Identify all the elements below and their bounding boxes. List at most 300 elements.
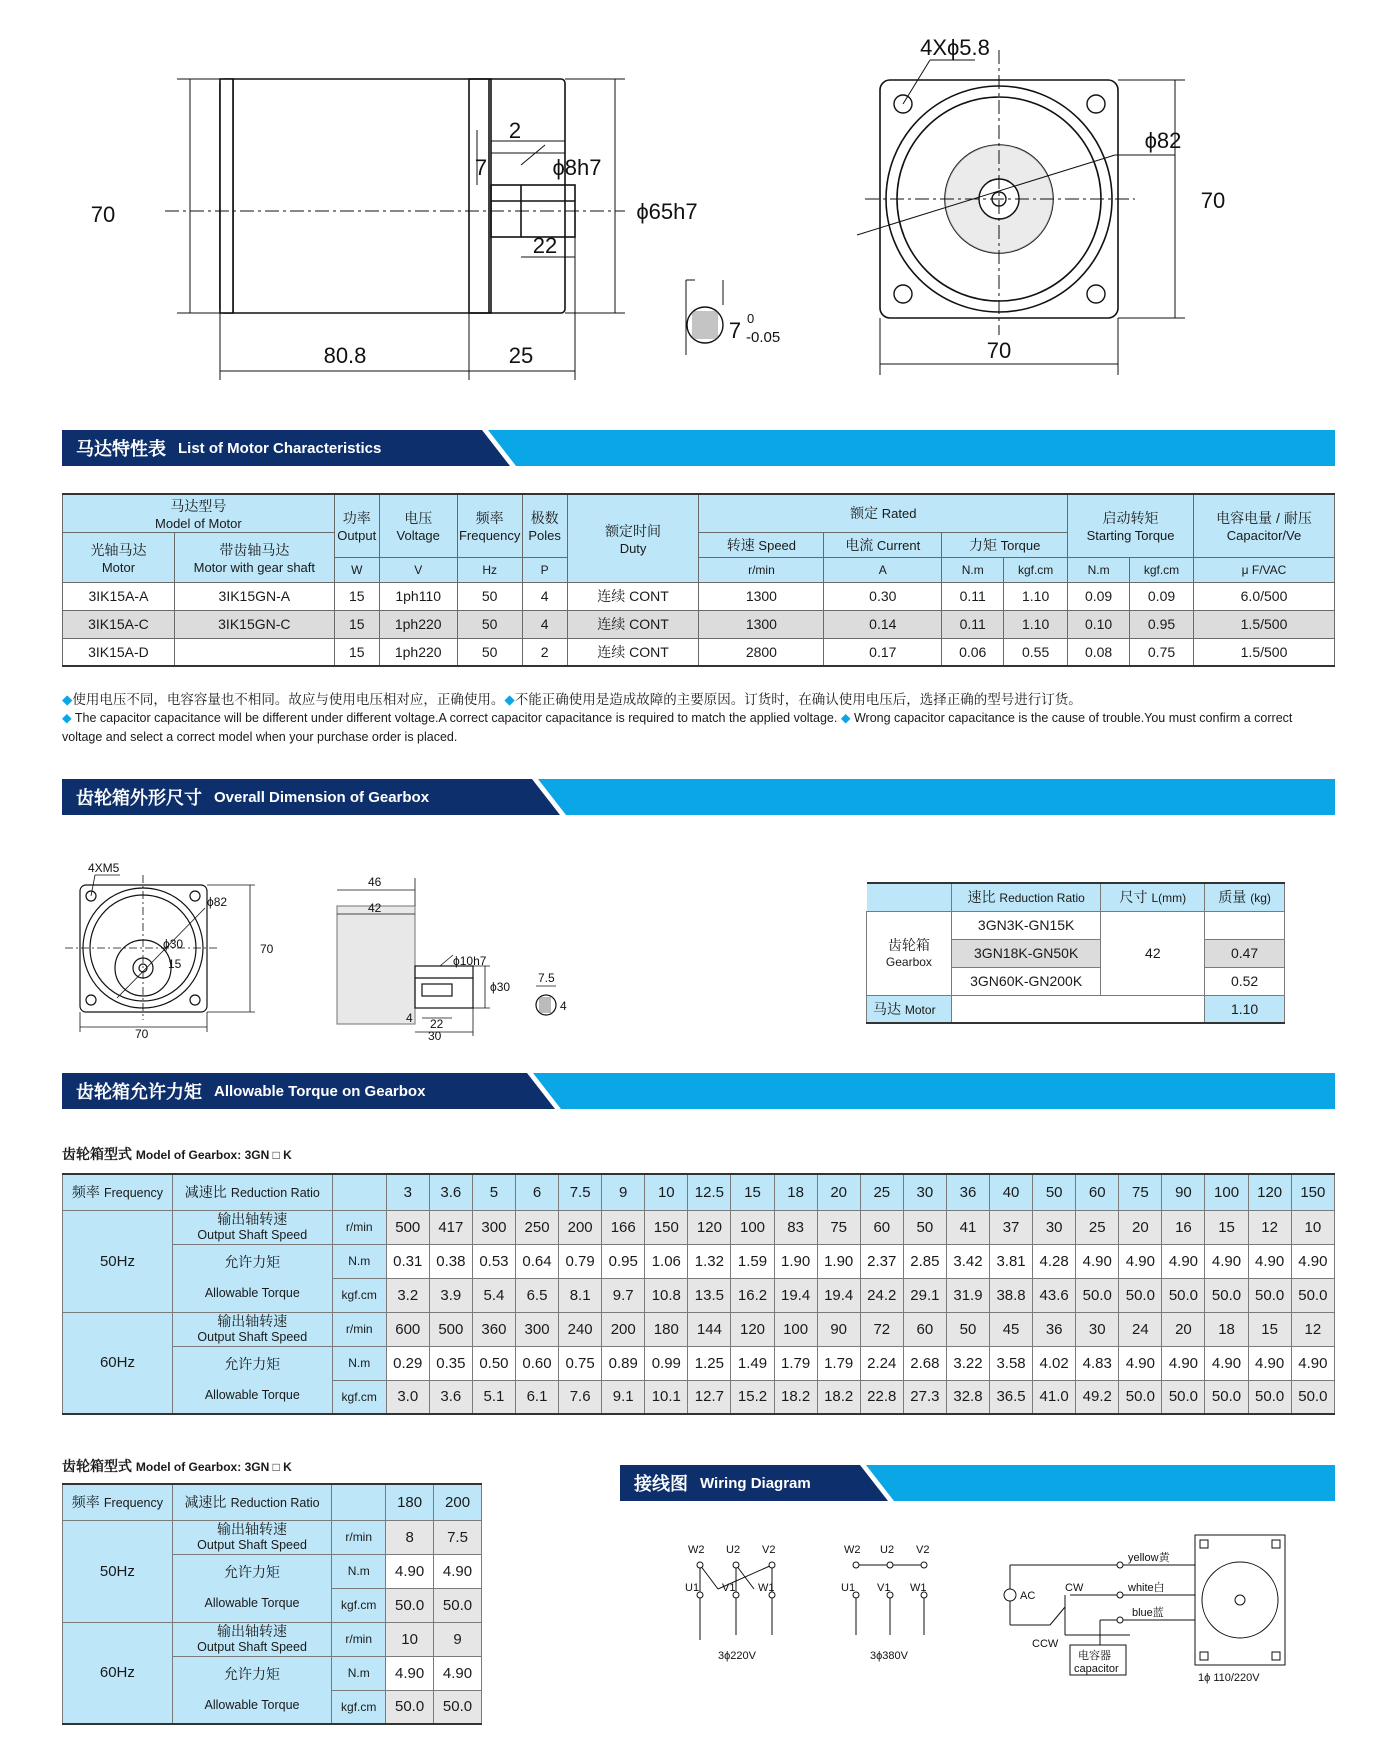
wiring-diagram [670, 1535, 1300, 1695]
ratio-cell: 12.5 [688, 1174, 731, 1210]
unit-cell: r/min [332, 1210, 386, 1244]
value-cell: 360 [472, 1312, 515, 1346]
torque-label: 允许力矩 Allowable Torque [172, 1244, 332, 1312]
hdr-voltage: 电压 Voltage [379, 494, 457, 557]
value-cell: 1.79 [774, 1346, 817, 1380]
hdr-frequency: 频率 Frequency [63, 1484, 173, 1520]
value-cell: 60 [903, 1312, 946, 1346]
motor-cell: 15 [334, 638, 379, 666]
gear-dim-phi82: ϕ82 [207, 895, 228, 909]
torque-row [63, 1622, 482, 1656]
value-cell: 1.79 [817, 1346, 860, 1380]
hdr-mass: 质量 (kg) [1205, 883, 1285, 911]
value-cell: 50.0 [1248, 1278, 1291, 1312]
dim-front-height: 70 [1200, 188, 1226, 213]
unit-v: V [379, 557, 457, 582]
value-cell: 50.0 [1205, 1278, 1248, 1312]
torque-label: 允许力矩 Allowable Torque [172, 1346, 332, 1414]
value-cell: 4.90 [1076, 1244, 1119, 1278]
motor-cell: 0.09 [1068, 582, 1130, 610]
value-cell: 4.90 [434, 1656, 482, 1690]
value-cell: 0.60 [515, 1346, 558, 1380]
value-cell: 37 [990, 1210, 1033, 1244]
mass-row-2: 0.47 [1205, 939, 1285, 967]
gear-dim-phi30b: ϕ30 [490, 980, 511, 994]
value-cell: 60 [860, 1210, 903, 1244]
value-cell: 7.5 [434, 1520, 482, 1554]
ratio-cell: 50 [1033, 1174, 1076, 1210]
hdr-reduction-ratio: 减速比 Reduction Ratio [172, 1484, 332, 1520]
value-cell: 20 [1162, 1312, 1205, 1346]
value-cell: 24 [1119, 1312, 1162, 1346]
motor-cell: 0.14 [824, 610, 942, 638]
freq-cell: 50Hz [63, 1520, 173, 1622]
value-cell: 41.0 [1033, 1380, 1076, 1414]
motor-cell: 连续 CONT [567, 610, 699, 638]
value-cell: 300 [472, 1210, 515, 1244]
torque-label: 允许力矩 Allowable Torque [172, 1554, 332, 1622]
torque-table2-title: 齿轮箱型式 Model of Gearbox: 3GN □ K [62, 1458, 292, 1474]
motor-cell: 连续 CONT [567, 638, 699, 666]
motor-cell: 1.5/500 [1194, 638, 1335, 666]
value-cell: 0.75 [559, 1346, 602, 1380]
value-cell: 50.0 [434, 1690, 482, 1724]
dim-height: 70 [90, 202, 116, 227]
dim-key-tol-up: 0 [747, 311, 755, 326]
value-cell: 4.90 [1119, 1346, 1162, 1380]
motor-characteristics-table [62, 493, 1335, 667]
gear-dim-key75: 7.5 [538, 971, 555, 985]
value-cell: 50.0 [1291, 1380, 1334, 1414]
value-cell: 8 [386, 1520, 434, 1554]
gear-dim-h70: 70 [260, 942, 274, 956]
hdr-speed: 转速 Speed [699, 532, 824, 557]
hdr-frequency: 频率 Frequency [457, 494, 522, 557]
value-cell: 4.83 [1076, 1346, 1119, 1380]
ratio-cell: 120 [1248, 1174, 1291, 1210]
label-capacitor-en: capacitor [1074, 1663, 1119, 1675]
value-cell: 4.90 [1291, 1346, 1334, 1380]
unit-cell: N.m [332, 1554, 386, 1588]
ratio-cell: 10 [645, 1174, 688, 1210]
motor-cell: 0.06 [942, 638, 1004, 666]
value-cell: 417 [429, 1210, 472, 1244]
gear-dim-holes: 4XM5 [88, 861, 120, 875]
section-banner-wiring: 接线图 Wiring Diagram [620, 1465, 1335, 1501]
unit-p: P [522, 557, 567, 582]
term-u1-b: U1 [841, 1582, 856, 1594]
term-v2: V2 [762, 1544, 776, 1556]
motor-cell: 1ph220 [379, 638, 457, 666]
ratio-cell: 100 [1205, 1174, 1248, 1210]
term-u1: U1 [685, 1582, 700, 1594]
value-cell: 0.50 [472, 1346, 515, 1380]
unit-rmin: r/min [699, 557, 824, 582]
value-cell: 7.6 [559, 1380, 602, 1414]
ratio-cell: 200 [434, 1484, 482, 1520]
value-cell: 15 [1205, 1210, 1248, 1244]
motor-row [63, 610, 1335, 638]
hdr-reduction-ratio: 减速比 Reduction Ratio [172, 1174, 332, 1210]
motor-front-drawing [845, 30, 1265, 395]
value-cell: 15.2 [731, 1380, 774, 1414]
motor-cell: 0.09 [1130, 582, 1194, 610]
value-cell: 1.25 [688, 1346, 731, 1380]
ratio-row-2: 3GN18K-GN50K [951, 939, 1101, 967]
ratio-cell: 18 [774, 1174, 817, 1210]
motor-cell: 4 [522, 610, 567, 638]
value-cell: 4.90 [386, 1656, 434, 1690]
motor-cell: 1.10 [1004, 582, 1068, 610]
unit-cap: μ F/VAC [1194, 557, 1335, 582]
value-cell: 4.90 [1205, 1244, 1248, 1278]
label-single-phase: 1ϕ 110/220V [1198, 1672, 1260, 1684]
value-cell: 4.28 [1033, 1244, 1076, 1278]
dim-7: 7 [474, 155, 488, 180]
motor-cell: 1300 [699, 582, 824, 610]
value-cell: 300 [515, 1312, 558, 1346]
value-cell: 9 [434, 1622, 482, 1656]
value-cell: 50.0 [1119, 1380, 1162, 1414]
unit-cell: r/min [332, 1312, 386, 1346]
value-cell: 5.4 [472, 1278, 515, 1312]
motor-cell: 2800 [699, 638, 824, 666]
value-cell: 8.1 [559, 1278, 602, 1312]
value-cell: 4.90 [434, 1554, 482, 1588]
value-cell: 0.31 [386, 1244, 429, 1278]
hdr-model: 马达型号 Model of Motor [63, 494, 335, 532]
value-cell: 4.90 [1119, 1244, 1162, 1278]
motor-cell: 50 [457, 610, 522, 638]
section-banner-allowable-torque: 齿轮箱允许力矩 Allowable Torque on Gearbox [62, 1073, 1335, 1109]
dim-22: 22 [532, 233, 558, 258]
value-cell: 45 [990, 1312, 1033, 1346]
hdr-output: 功率 Output [334, 494, 379, 557]
value-cell: 31.9 [946, 1278, 989, 1312]
motor-cell: 3IK15GN-A [174, 582, 334, 610]
value-cell: 19.4 [774, 1278, 817, 1312]
freq-cell: 60Hz [63, 1622, 173, 1724]
value-cell: 3.58 [990, 1346, 1033, 1380]
ratio-cell: 30 [903, 1174, 946, 1210]
value-cell: 30 [1076, 1312, 1119, 1346]
value-cell: 10.8 [645, 1278, 688, 1312]
value-cell: 3.81 [990, 1244, 1033, 1278]
value-cell: 600 [386, 1312, 429, 1346]
gear-dim-46: 46 [368, 875, 382, 889]
value-cell: 30 [1033, 1210, 1076, 1244]
ratio-cell: 15 [731, 1174, 774, 1210]
value-cell: 18.2 [817, 1380, 860, 1414]
value-cell: 3.9 [429, 1278, 472, 1312]
ratio-cell: 20 [817, 1174, 860, 1210]
value-cell: 500 [429, 1312, 472, 1346]
value-cell: 18 [1205, 1312, 1248, 1346]
value-cell: 3.0 [386, 1380, 429, 1414]
value-cell: 0.53 [472, 1244, 515, 1278]
motor-cell: 0.08 [1068, 638, 1130, 666]
value-cell: 50 [903, 1210, 946, 1244]
value-cell: 100 [774, 1312, 817, 1346]
value-cell: 0.38 [429, 1244, 472, 1278]
value-cell: 0.99 [645, 1346, 688, 1380]
value-cell: 83 [774, 1210, 817, 1244]
value-cell: 13.5 [688, 1278, 731, 1312]
term-v2-b: V2 [916, 1544, 930, 1556]
ratio-cell: 9 [602, 1174, 645, 1210]
hdr-starting-torque: 启动转矩 Starting Torque [1068, 494, 1194, 557]
ratio-cell: 36 [946, 1174, 989, 1210]
gearbox-label: 齿轮箱 Gearbox [867, 911, 952, 995]
value-cell: 20 [1119, 1210, 1162, 1244]
value-cell: 49.2 [1076, 1380, 1119, 1414]
motor-cell: 1ph220 [379, 610, 457, 638]
torque-row [63, 1244, 1335, 1278]
section-banner-motor-characteristics [62, 430, 1335, 466]
ratio-cell: 75 [1119, 1174, 1162, 1210]
label-ccw: CCW [1032, 1638, 1059, 1650]
motor-mass: 1.10 [1205, 995, 1285, 1023]
ratio-cell: 5 [472, 1174, 515, 1210]
dim-key-tol-dn: -0.05 [746, 329, 781, 346]
value-cell: 250 [515, 1210, 558, 1244]
freq-cell: 60Hz [63, 1312, 173, 1414]
capacitor-notes: ◆使用电压不同，电容容量也不相同。故应与使用电压相对应，正确使用。◆不能正确使用是造成故障的主要原因。订货时，在确认使用电压后，选择正确的型号进行订货。 ◆ The capacitor capacitance will be different under different voltage.A correct capacitor capacitance is required to match the applied voltage. ◆ Wrong capacitor capacitance is the cause of trouble.You must confirm a correct voltage and select a correct model when your purchase order is placed. [62, 692, 1293, 744]
unit-cell: N.m [332, 1656, 386, 1690]
value-cell: 4.02 [1033, 1346, 1076, 1380]
hdr-shaft-motor: 光轴马达 Motor [63, 532, 175, 582]
gear-dim-30: 30 [428, 1029, 442, 1043]
torque-row [63, 1346, 1335, 1380]
motor-cell: 0.75 [1130, 638, 1194, 666]
gear-dim-15: 15 [168, 957, 182, 971]
label-cw: CW [1065, 1582, 1084, 1594]
hdr-capacitor: 电容电量 / 耐压 Capacitor/Ve [1194, 494, 1335, 557]
value-cell: 2.24 [860, 1346, 903, 1380]
gear-dim-w70: 70 [135, 1027, 149, 1041]
unit-a: A [824, 557, 942, 582]
value-cell: 10.1 [645, 1380, 688, 1414]
value-cell: 90 [817, 1312, 860, 1346]
value-cell: 4.90 [386, 1554, 434, 1588]
value-cell: 3.2 [386, 1278, 429, 1312]
value-cell: 0.89 [602, 1346, 645, 1380]
motor-side-drawing [90, 35, 785, 395]
value-cell: 10 [1291, 1210, 1334, 1244]
value-cell: 19.4 [817, 1278, 860, 1312]
hdr-size: 尺寸 L(mm) [1101, 883, 1205, 911]
motor-cell: 0.10 [1068, 610, 1130, 638]
value-cell: 50.0 [1162, 1278, 1205, 1312]
value-cell: 75 [817, 1210, 860, 1244]
value-cell: 120 [688, 1210, 731, 1244]
hdr-frequency: 频率 Frequency [63, 1174, 173, 1210]
motor-cell: 1ph110 [379, 582, 457, 610]
value-cell: 150 [645, 1210, 688, 1244]
hdr-ratio: 速比 Reduction Ratio [951, 883, 1101, 911]
value-cell: 72 [860, 1312, 903, 1346]
value-cell: 166 [602, 1210, 645, 1244]
value-cell: 1.90 [774, 1244, 817, 1278]
unit-nm: N.m [942, 557, 1004, 582]
value-cell: 0.79 [559, 1244, 602, 1278]
motor-cell: 3IK15A-A [63, 582, 175, 610]
speed-label: 输出轴转速 Output Shaft Speed [172, 1312, 332, 1346]
value-cell: 16.2 [731, 1278, 774, 1312]
motor-cell: 0.55 [1004, 638, 1068, 666]
motor-cell: 0.95 [1130, 610, 1194, 638]
value-cell: 6.5 [515, 1278, 558, 1312]
ratio-cell: 60 [1076, 1174, 1119, 1210]
gear-dim-phi10: ϕ10h7 [453, 954, 487, 968]
label-220v: 3ϕ220V [718, 1650, 756, 1662]
motor-cell: 50 [457, 582, 522, 610]
torque-row [63, 1210, 1335, 1244]
value-cell: 180 [645, 1312, 688, 1346]
value-cell: 6.1 [515, 1380, 558, 1414]
value-cell: 200 [602, 1312, 645, 1346]
motor-cell: 1.10 [1004, 610, 1068, 638]
dim-holes: 4Xϕ5.8 [920, 35, 990, 60]
hdr-rated: 额定 Rated [699, 494, 1068, 532]
ratio-cell: 180 [386, 1484, 434, 1520]
ratio-cell: 6 [515, 1174, 558, 1210]
speed-label: 输出轴转速 Output Shaft Speed [172, 1520, 332, 1554]
value-cell: 1.59 [731, 1244, 774, 1278]
motor-cell: 0.11 [942, 610, 1004, 638]
hdr-duty: 额定时间 Duty [567, 494, 699, 582]
unit-nm-start: N.m [1068, 557, 1130, 582]
dim-phi82: ϕ82 [1144, 128, 1182, 153]
value-cell: 38.8 [990, 1278, 1033, 1312]
value-cell: 16 [1162, 1210, 1205, 1244]
speed-label: 输出轴转速 Output Shaft Speed [172, 1210, 332, 1244]
torque-row [63, 1312, 1335, 1346]
term-v1: V1 [722, 1582, 736, 1594]
label-capacitor-cn: 电容器 [1078, 1650, 1111, 1662]
term-u2: U2 [726, 1544, 741, 1556]
unit-cell: kgf.cm [332, 1588, 386, 1622]
value-cell: 500 [386, 1210, 429, 1244]
section-title-cn: 马达特性表 [76, 439, 166, 459]
ratio-cell: 25 [860, 1174, 903, 1210]
unit-cell: kgf.cm [332, 1380, 386, 1414]
value-cell: 0.95 [602, 1244, 645, 1278]
term-w1-b: W1 [910, 1582, 927, 1594]
value-cell: 3.22 [946, 1346, 989, 1380]
gear-dim-key4: 4 [560, 999, 567, 1013]
section-title-en: List of Motor Characteristics [178, 439, 382, 457]
gear-dim-42: 42 [368, 901, 382, 915]
freq-cell: 50Hz [63, 1210, 173, 1312]
value-cell: 15 [1248, 1312, 1291, 1346]
value-cell: 5.1 [472, 1380, 515, 1414]
value-cell: 100 [731, 1210, 774, 1244]
unit-cell: kgf.cm [332, 1278, 386, 1312]
term-v1-b: V1 [877, 1582, 891, 1594]
motor-cell: 1300 [699, 610, 824, 638]
hdr-gear-motor: 带齿轴马达 Motor with gear shaft [174, 532, 334, 582]
value-cell: 27.3 [903, 1380, 946, 1414]
value-cell: 2.68 [903, 1346, 946, 1380]
ratio-cell: 7.5 [559, 1174, 602, 1210]
term-u2-b: U2 [880, 1544, 895, 1556]
dim-front-width: 70 [986, 338, 1012, 363]
motor-cell: 1.5/500 [1194, 610, 1335, 638]
torque-row [63, 1520, 482, 1554]
gearbox-spec-table [866, 882, 1285, 1024]
value-cell: 50.0 [1162, 1380, 1205, 1414]
value-cell: 36 [1033, 1312, 1076, 1346]
value-cell: 4.90 [1248, 1244, 1291, 1278]
value-cell: 25 [1076, 1210, 1119, 1244]
gear-dim-4: 4 [406, 1011, 413, 1025]
value-cell: 50.0 [1076, 1278, 1119, 1312]
value-cell: 4.90 [1162, 1244, 1205, 1278]
motor-cell: 4 [522, 582, 567, 610]
value-cell: 50.0 [1119, 1278, 1162, 1312]
value-cell: 50.0 [386, 1588, 434, 1622]
motor-cell: 0.11 [942, 582, 1004, 610]
ratio-cell: 3.6 [429, 1174, 472, 1210]
term-w1: W1 [758, 1582, 775, 1594]
value-cell: 0.64 [515, 1244, 558, 1278]
wire-yellow: yellow黄 [1128, 1552, 1170, 1564]
unit-kgf: kgf.cm [1004, 557, 1068, 582]
motor-cell: 0.17 [824, 638, 942, 666]
value-cell: 18.2 [774, 1380, 817, 1414]
value-cell: 36.5 [990, 1380, 1033, 1414]
term-w2: W2 [688, 1544, 705, 1556]
ratio-cell: 3 [386, 1174, 429, 1210]
value-cell: 50.0 [1248, 1380, 1291, 1414]
motor-cell: 50 [457, 638, 522, 666]
torque-table-1 [62, 1173, 1335, 1415]
value-cell: 4.90 [1205, 1346, 1248, 1380]
value-cell: 50.0 [434, 1588, 482, 1622]
value-cell: 4.90 [1291, 1244, 1334, 1278]
unit-cell: N.m [332, 1244, 386, 1278]
value-cell: 12 [1291, 1312, 1334, 1346]
label-380v: 3ϕ380V [870, 1650, 908, 1662]
torque-table1-title: 齿轮箱型式 Model of Gearbox: 3GN □ K [62, 1146, 292, 1162]
label-ac: AC [1020, 1590, 1036, 1602]
hdr-torque: 力矩 Torque [942, 532, 1068, 557]
torque-table-2 [62, 1483, 482, 1725]
value-cell: 43.6 [1033, 1278, 1076, 1312]
motor-cell: 15 [334, 610, 379, 638]
value-cell: 41 [946, 1210, 989, 1244]
value-cell: 240 [559, 1312, 602, 1346]
value-cell: 9.1 [602, 1380, 645, 1414]
hdr-poles: 极数 Poles [522, 494, 567, 557]
unit-cell: N.m [332, 1346, 386, 1380]
value-cell: 2.85 [903, 1244, 946, 1278]
value-cell: 29.1 [903, 1278, 946, 1312]
unit-kgf-start: kgf.cm [1130, 557, 1194, 582]
torque-header-row [63, 1484, 482, 1520]
dim-2: 2 [508, 118, 522, 143]
motor-row [63, 638, 1335, 666]
motor-cell: 0.30 [824, 582, 942, 610]
ratio-cell: 40 [990, 1174, 1033, 1210]
ratio-row-3: 3GN60K-GN200K [951, 967, 1101, 995]
unit-cell: r/min [332, 1520, 386, 1554]
dim-phi65: ϕ65h7 [636, 199, 698, 224]
motor-cell: 3IK15A-C [63, 610, 175, 638]
torque-label: 允许力矩 Allowable Torque [172, 1656, 332, 1724]
motor-row [63, 582, 1335, 610]
